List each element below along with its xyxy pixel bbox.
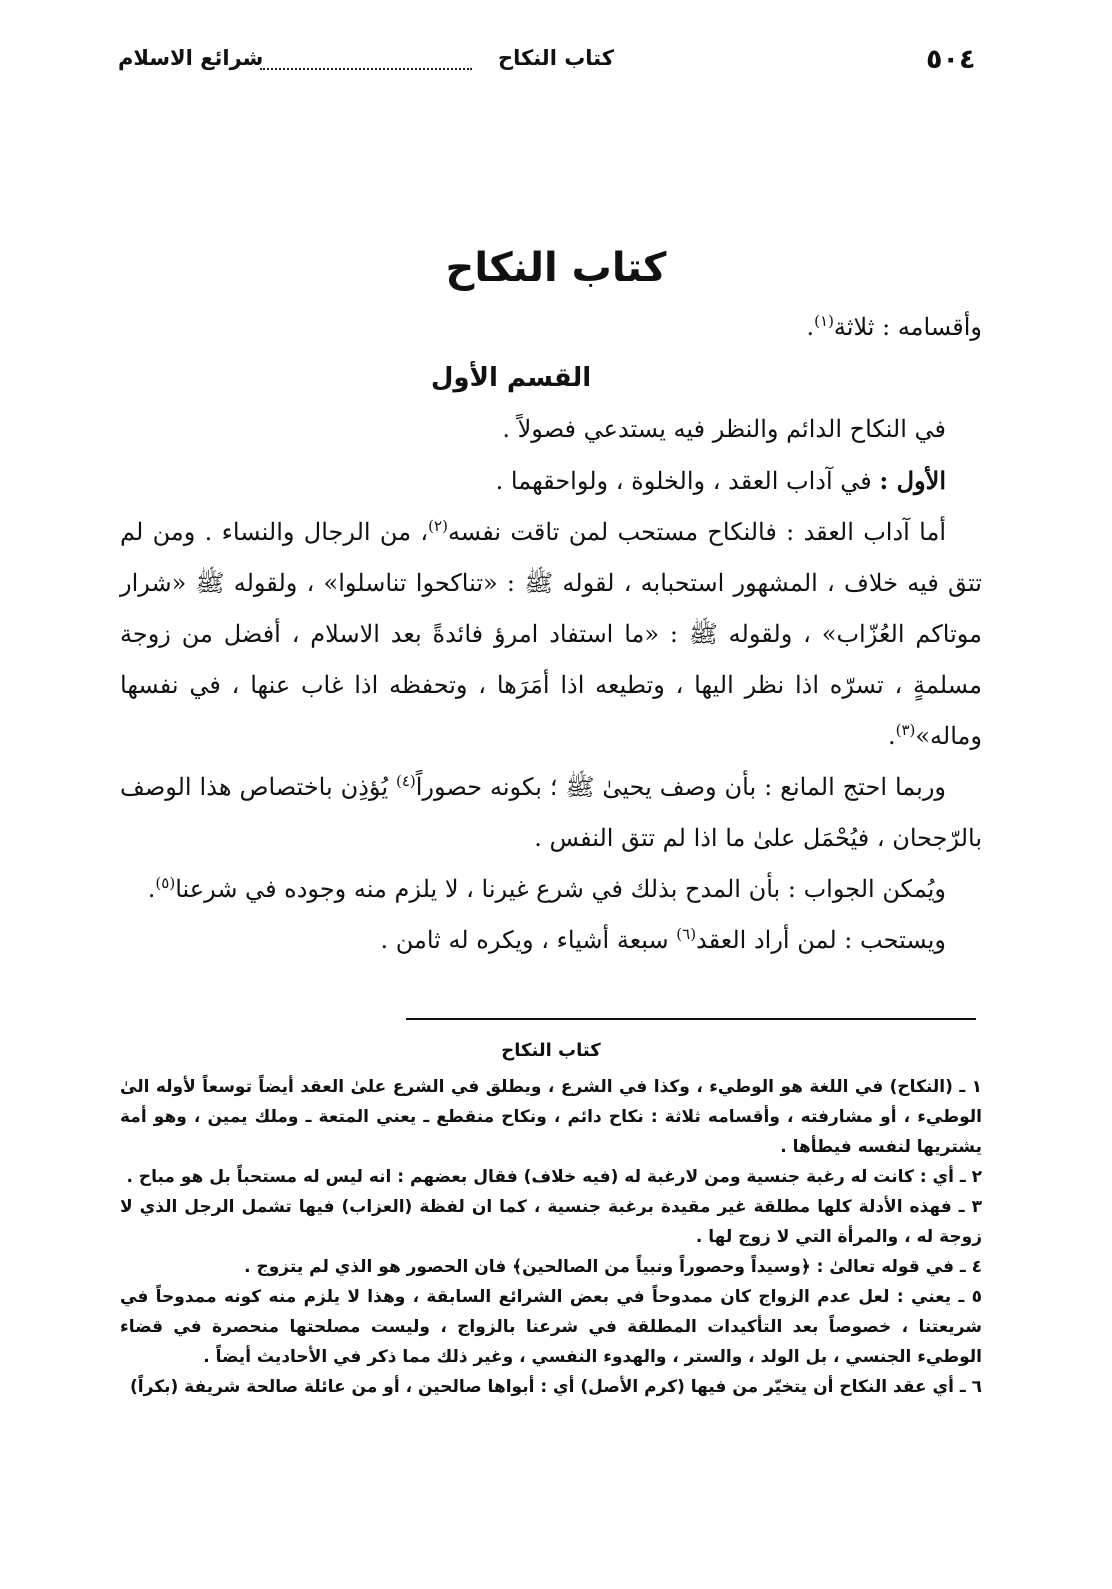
- footnotes-heading: كتاب النكاح: [501, 1040, 601, 1061]
- footnote-ref: (١): [814, 312, 834, 330]
- paragraph-objection: وربما احتج المانع : بأن وصف يحيىٰ ﷺ ؛ بكونه حصوراً$^{(٤)}$ يُؤذِن باختصاص هذا الوصف بالرّجحان ، فيُحْمَل علىٰ ما اذا لم تتق النفس .: [120, 772, 982, 852]
- footnote-ref: (٦): [676, 925, 697, 943]
- footnote-2: ٢ ـ أي : كانت له رغبة جنسية ومن لارغبة له (فيه خلاف) فقال بعضهم : انه ليس له مستحباً بل هو مباح .: [126, 1167, 982, 1187]
- paragraph-answer: ويُمكن الجواب : بأن المدح بذلك في شرع غيرنا ، لا يلزم منه وجوده في شرعنا$^{(٥)}$.: [147, 874, 946, 903]
- main-text: [120, 302, 982, 966]
- running-chapter-title: كتاب النكاح: [498, 46, 614, 70]
- footnote-ref: (٤): [395, 772, 416, 790]
- footnote-4: ٤ ـ في قوله تعالىٰ : ﴿وسيداً وحصوراً ونبياً من الصالحين﴾ فان الحصور هو الذي لم يتزوج .: [244, 1257, 982, 1277]
- footnotes: [120, 1032, 982, 1402]
- footnote-ref: (٣): [895, 721, 916, 739]
- section-heading: القسم الأول: [430, 363, 592, 393]
- footnote-ref: (٥): [155, 874, 176, 892]
- running-book-title: شرائع الاسلام: [118, 46, 264, 70]
- paragraph-first-chapter: الأول : في آداب العقد ، والخلوة ، ولواحقهما .: [495, 466, 946, 495]
- footnote-5: ٥ ـ يعني : لعل عدم الزواج كان ممدوحاً في بعض الشرائع السابقة ، وهذا لا يلزم منه كونه ممدوحاً في شريعتنا ، خصوصاً بعد التأكيدات المطلقة في شرعنا بالزواج ، وليست مصلحتها منحصرة في قضاء الوطيء الجنسي ، بل الولد ، والستر ، والهدوء النفسي ، وغير ذلك مما ذكر في الأحاديث أيضاً .: [120, 1287, 982, 1367]
- footnote-ref: (٢): [428, 517, 448, 535]
- chapter-title: كتاب النكاح: [445, 245, 667, 291]
- paragraph-intro: في النكاح الدائم والنظر فيه يستدعي فصولاً .: [502, 415, 946, 443]
- paragraph-divisions: وأقسامه : ثلاثة$^{(١)}$.: [806, 312, 982, 341]
- footnote-6: ٦ ـ أي عقد النكاح أن يتخيّر من فيها (كرم الأصل) أي : أبواها صالحين ، أو من عائلة صالحة شريفة (بكراً): [130, 1377, 982, 1397]
- paragraph-etiquette: أما آداب العقد : فالنكاح مستحب لمن تاقت نفسه$^{(٢)}$، من الرجال والنساء . ومن لم تتق فيه خلاف ، المشهور استحبابه ، لقوله ﷺ : «تناكحوا تناسلوا» ، ولقوله ﷺ «شرار موتاكم العُزّاب» ، ولقوله ﷺ : «ما استفاد امرؤ فائدةً بعد الاسلام ، أفضل من زوجة مسلمةٍ ، تسرّه اذا نظر اليها ، وتطيعه اذا أمَرَها ، وتحفظه اذا غاب عنها ، في نفسها وماله»$^{(٣)}$.: [120, 517, 983, 750]
- paragraph-recommended: ويستحب : لمن أراد العقد$^{(٦)}$ سبعة أشياء ، ويكره له ثامن .: [380, 925, 946, 954]
- footnote-separator: [406, 1018, 976, 1020]
- footnote-1: ١ ـ (النكاح) في اللغة هو الوطيء ، وكذا في الشرع ، ويطلق في الشرع علىٰ العقد أيضاً توسعاً لأوله الىٰ الوطيء ، أو مشارفته ، وأقسامه ثلاثة : نكاح دائم ، ونكاح منقطع ـ يعني المتعة ـ وملك يمين ، وهو أمة يشتريها لنفسه فيطأها .: [120, 1077, 982, 1157]
- page-number: ٥٠٤: [926, 44, 976, 75]
- running-header: [118, 44, 982, 84]
- footnote-3: ٣ ـ فهذه الأدلة كلها مطلقة غير مقيدة برغبة جنسية ، كما ان لفظة (العزاب) فيها تشمل الرجل الذي لا زوجة له ، والمرأة التي لا زوج لها .: [120, 1197, 982, 1247]
- dotted-leader: [260, 68, 472, 70]
